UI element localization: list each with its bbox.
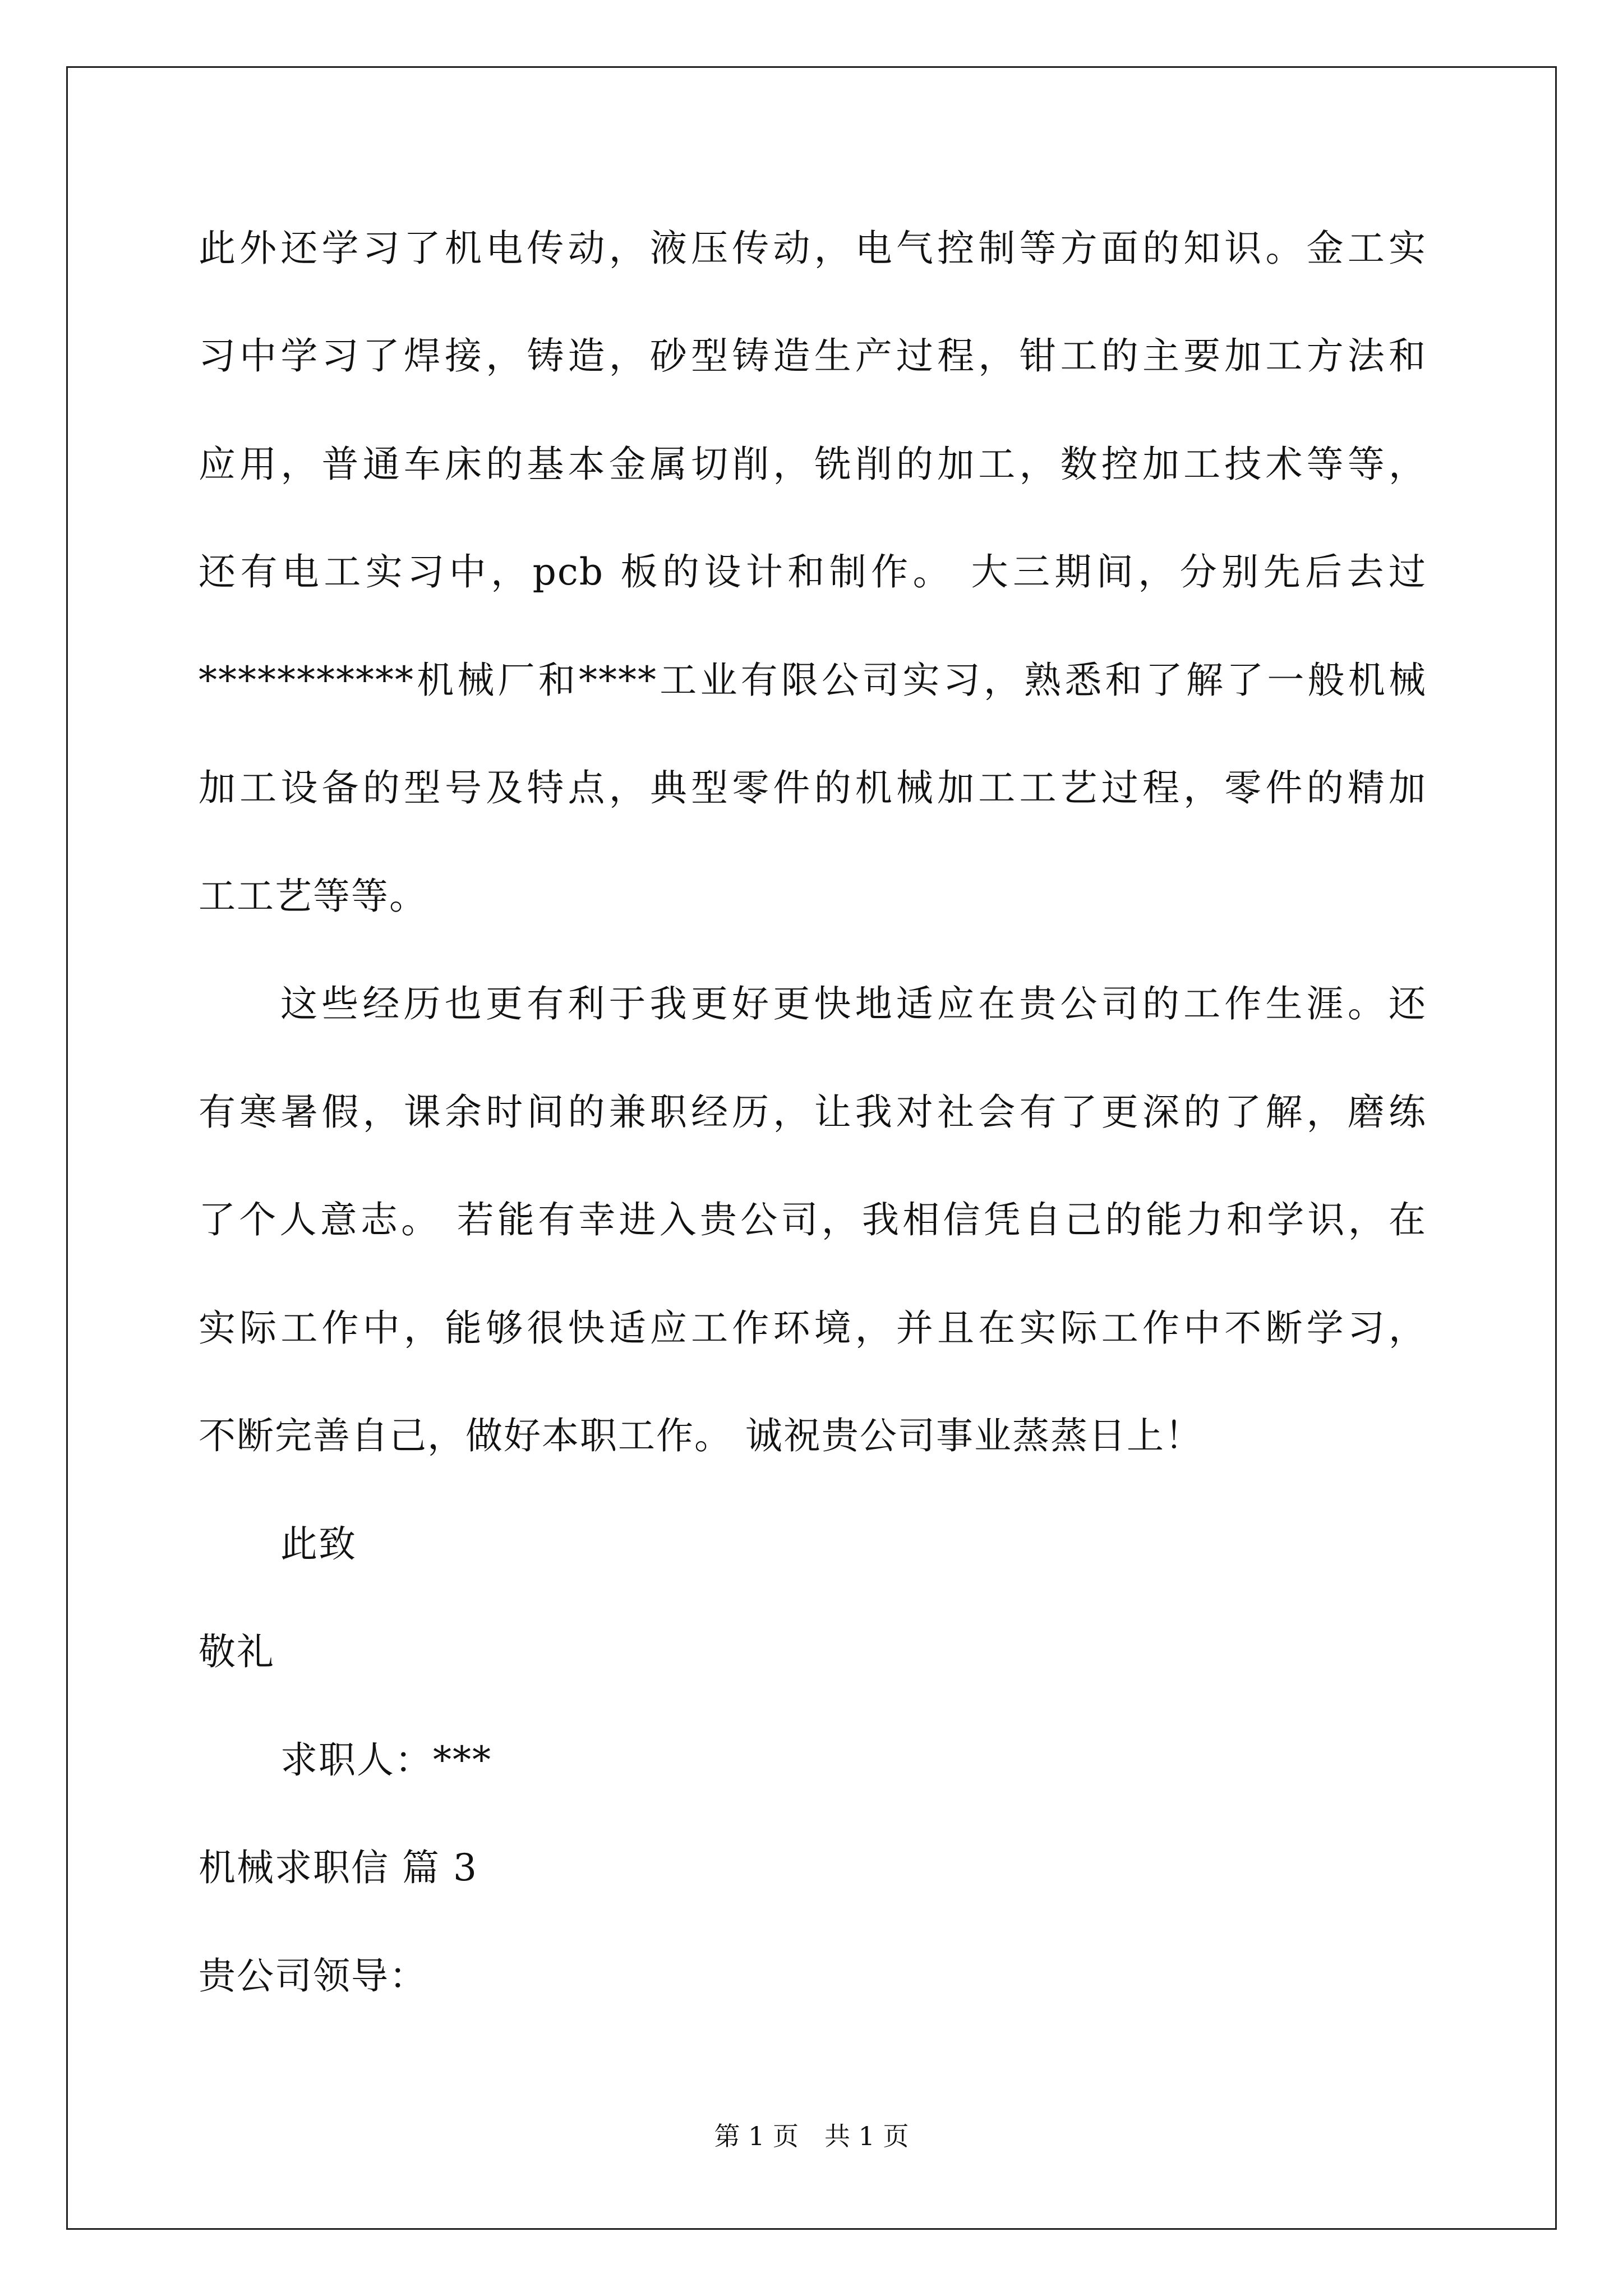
recipient-greeting: 贵公司领导： bbox=[199, 1954, 427, 1998]
body-line-1: 此外还学习了机电传动，液压传动，电气控制等方面的知识。金工实 bbox=[199, 227, 1427, 270]
page-footer: 第 1 页 共 1 页 bbox=[714, 2121, 909, 2151]
body-line-3: 应用，普通车床的基本金属切削，铣削的加工，数控加工技术等等， bbox=[199, 443, 1427, 486]
body-line-6: 加工设备的型号及特点，典型零件的机械加工工艺过程，零件的精加 bbox=[199, 766, 1427, 809]
body-line-11: 实际工作中，能够很快适应工作环境，并且在实际工作中不断学习， bbox=[199, 1306, 1427, 1350]
body-line-4: 还有电工实习中，pcb 板的设计和制作。 大三期间，分别先后去过 bbox=[199, 550, 1427, 593]
body-line-12: 不断完善自己，做好本职工作。 诚祝贵公司事业蒸蒸日上！ bbox=[199, 1414, 1203, 1457]
body-line-5: ***********机械厂和****工业有限公司实习，熟悉和了解了一般机械 bbox=[199, 659, 1427, 702]
body-line-9: 有寒暑假，课余时间的兼职经历，让我对社会有了更深的了解，磨练 bbox=[199, 1091, 1427, 1134]
closing-regards: 敬礼 bbox=[199, 1630, 275, 1673]
page-border bbox=[66, 66, 1557, 2230]
closing-salutation: 此致 bbox=[280, 1522, 357, 1566]
body-line-10: 了个人意志。 若能有幸进入贵公司，我相信凭自己的能力和学识，在 bbox=[199, 1198, 1427, 1241]
body-line-8: 这些经历也更有利于我更好更快地适应在贵公司的工作生涯。还 bbox=[280, 982, 1427, 1025]
body-line-7: 工工艺等等。 bbox=[199, 875, 427, 918]
applicant-signature: 求职人：*** bbox=[280, 1738, 492, 1782]
section-heading: 机械求职信 篇 3 bbox=[199, 1846, 478, 1889]
body-line-2: 习中学习了焊接，铸造，砂型铸造生产过程，钳工的主要加工方法和 bbox=[199, 334, 1427, 378]
